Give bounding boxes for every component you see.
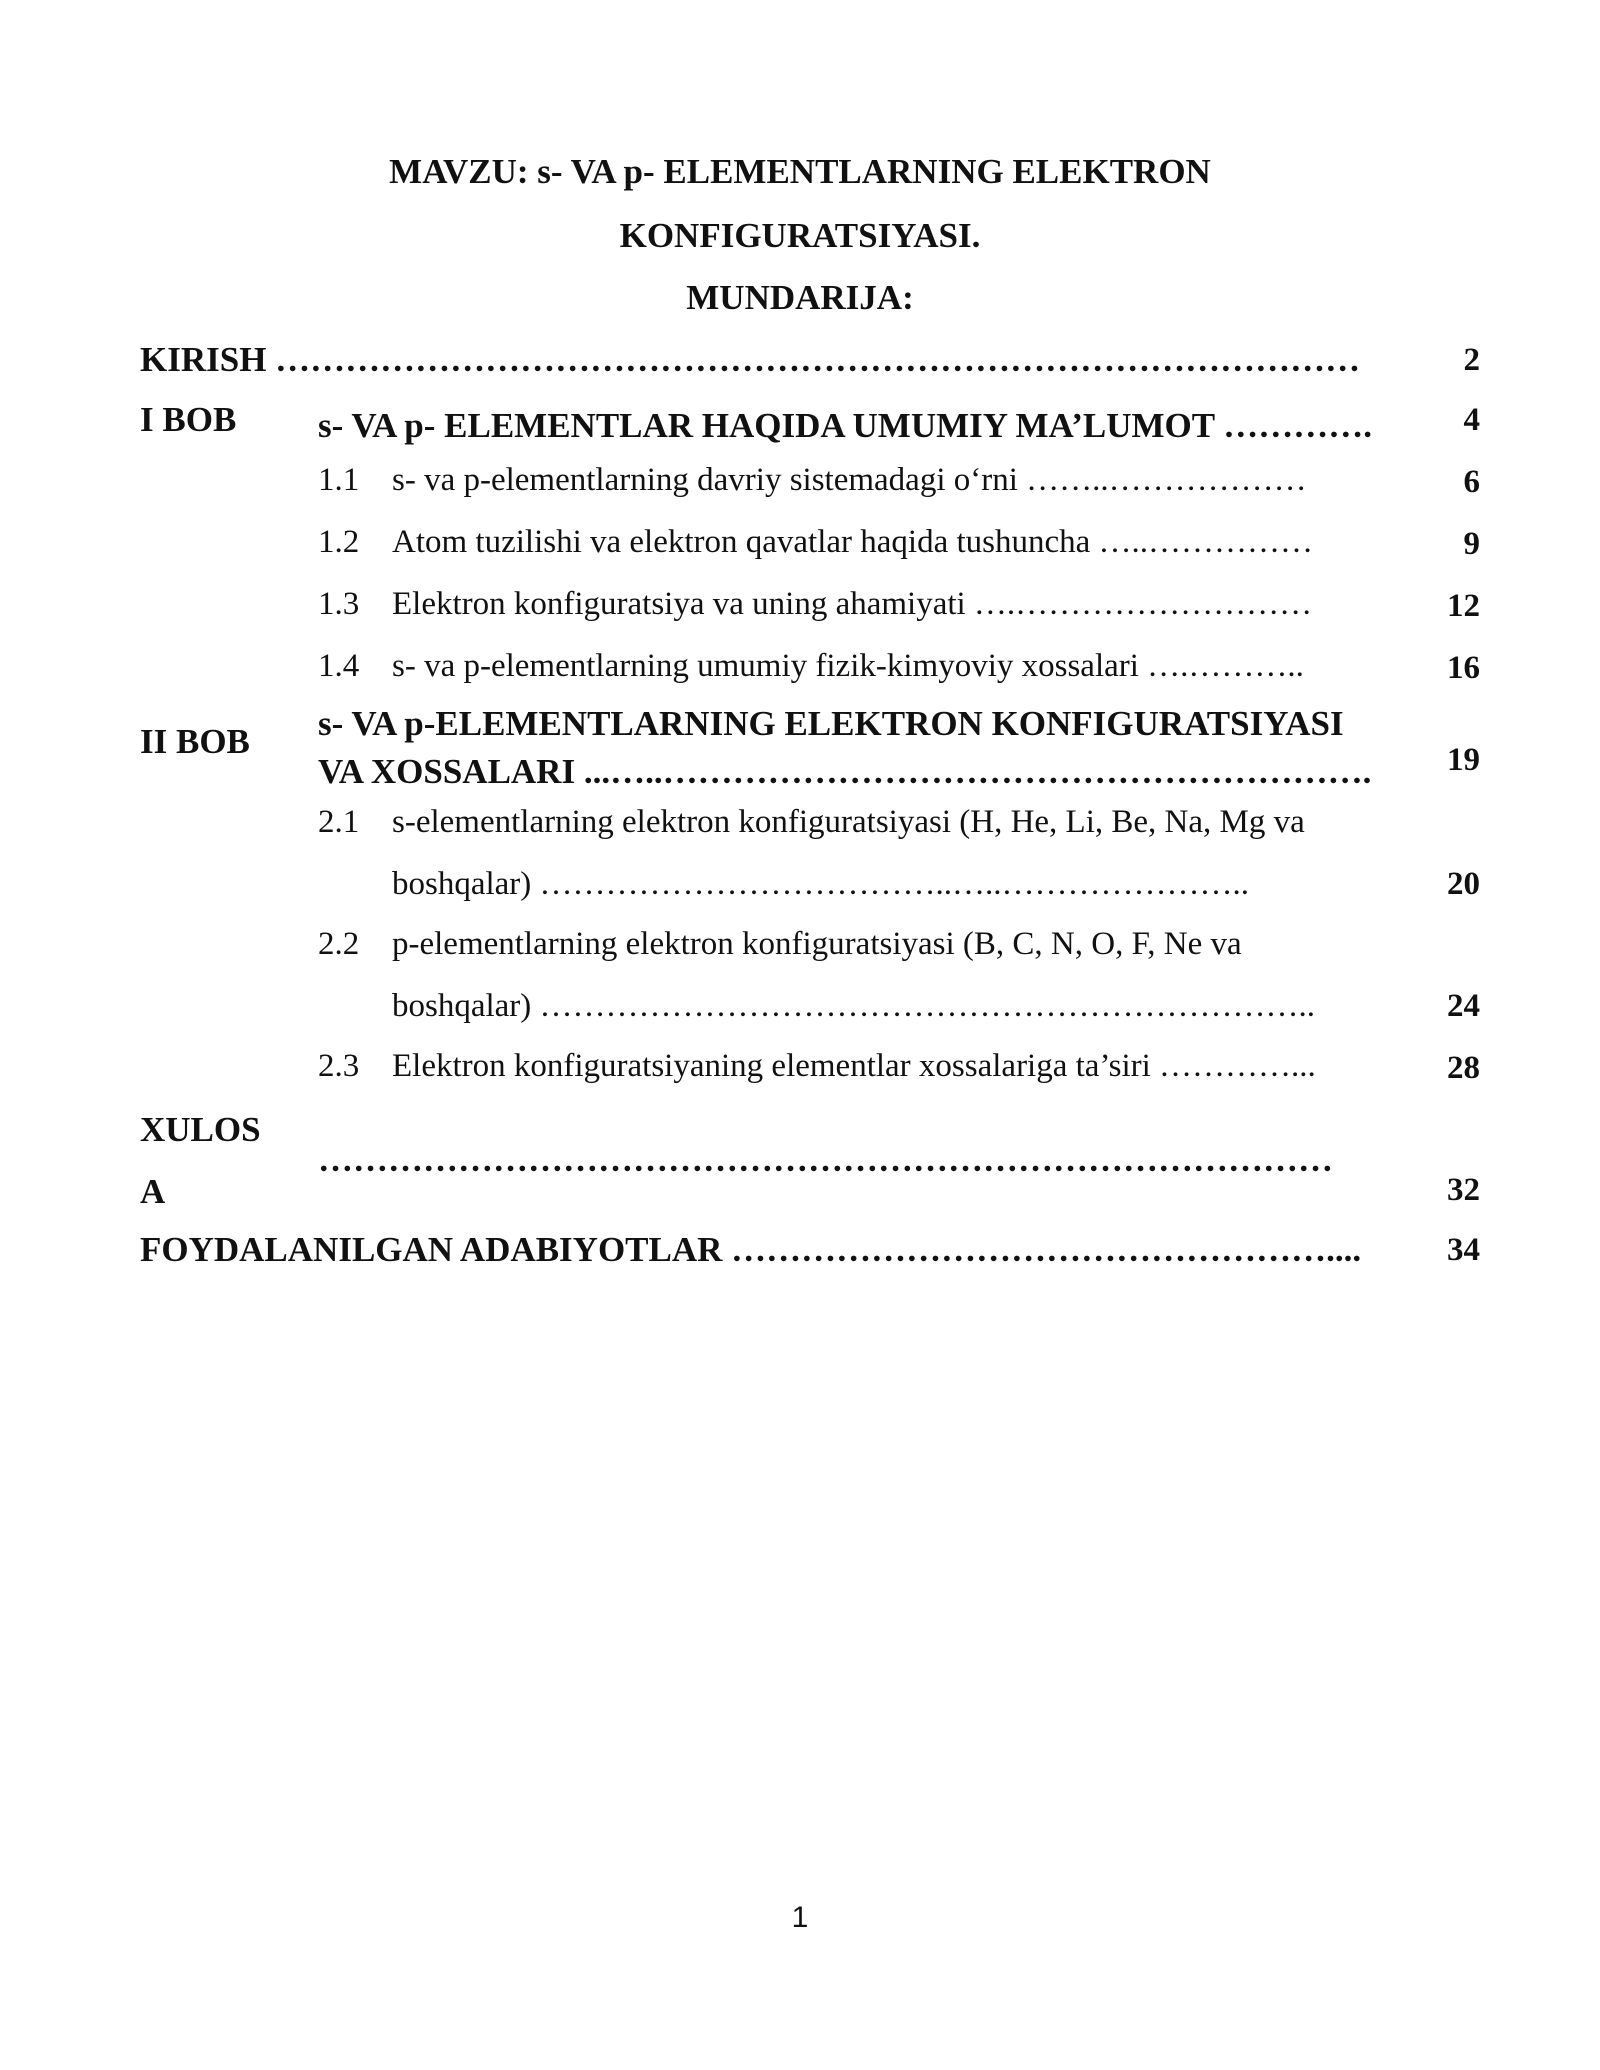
- toc-item-page: 20: [1447, 866, 1480, 902]
- toc-item-title: Atom tuzilishi va elektron qavatlar haqida tushuncha …..……………: [392, 524, 1314, 560]
- toc-chapter-2-label: II BOB: [140, 722, 250, 761]
- toc-xulosa-page: 32: [1447, 1172, 1480, 1208]
- toc-item-page: 12: [1447, 588, 1480, 624]
- toc-chapter-1-page: 4: [1463, 402, 1480, 438]
- toc-chapter-2-page: 19: [1447, 742, 1480, 778]
- toc-chapter-2-title-line-2: VA XOSSALARI ...…..…………………………………………………….: [318, 752, 1372, 791]
- toc-item-number: 1.1: [318, 462, 360, 498]
- toc-xulosa-leader-dots: ……………………………………………………………………………: [318, 1140, 1333, 1179]
- toc-chapter-1-label: I BOB: [140, 400, 237, 439]
- toc-item-page: 6: [1463, 464, 1480, 500]
- toc-item-page: 9: [1463, 526, 1480, 562]
- toc-item-number: 1.2: [318, 524, 360, 560]
- document-title-line-1: MAVZU: s- VA p- ELEMENTLARNING ELEKTRON: [389, 152, 1211, 191]
- toc-xulosa-label-line-2: A: [140, 1172, 166, 1211]
- toc-entry-kirish: KIRISH …………………………………………………………………………………: [140, 340, 1361, 379]
- toc-page-kirish: 2: [1463, 342, 1480, 378]
- toc-item-title-line-2: boshqalar) ……………………………………………………………..: [392, 988, 1316, 1024]
- toc-item-page: 28: [1447, 1050, 1480, 1086]
- toc-item-title: Elektron konfiguratsiya va uning ahamiyati ….………………………: [392, 586, 1313, 622]
- toc-item-title-line-2: boshqalar) ………………………………..…..…………………..: [392, 866, 1250, 902]
- contents-heading: MUNDARIJA:: [686, 278, 914, 317]
- toc-item-number: 2.1: [318, 804, 360, 840]
- toc-item-title: s- va p-elementlarning davriy sistemadagi o‘rni ……..………………: [392, 462, 1307, 498]
- toc-item-page: 24: [1447, 988, 1480, 1024]
- toc-item-title: Elektron konfiguratsiyaning elementlar xossalariga ta’siri …………...: [392, 1048, 1316, 1084]
- toc-item-number: 1.4: [318, 648, 360, 684]
- document-title-line-2: KONFIGURATSIYASI.: [619, 216, 981, 255]
- toc-page-adabiyotlar: 34: [1447, 1232, 1480, 1268]
- toc-item-page: 16: [1447, 650, 1480, 686]
- toc-item-title-line-1: s-elementlarning elektron konfiguratsiyasi (H, He, Li, Be, Na, Mg va: [392, 804, 1305, 840]
- page-number: 1: [791, 1901, 809, 1934]
- toc-xulosa-label-line-1: XULOS: [140, 1110, 261, 1149]
- toc-chapter-1-title: s- VA p- ELEMENTLAR HAQIDA UMUMIY MA’LUMOT ………….: [318, 406, 1372, 445]
- toc-chapter-2-title-line-1: s- VA p-ELEMENTLARNING ELEKTRON KONFIGURATSIYASI: [318, 704, 1344, 743]
- toc-item-number: 2.3: [318, 1048, 360, 1084]
- toc-item-title: s- va p-elementlarning umumiy fizik-kimyoviy xossalari ….………..: [392, 648, 1304, 684]
- toc-entry-adabiyotlar: FOYDALANILGAN ADABIYOTLAR ……………………………………………....: [140, 1230, 1362, 1269]
- toc-item-title-line-1: p-elementlarning elektron konfiguratsiyasi (B, C, N, O, F, Ne va: [392, 926, 1242, 962]
- toc-item-number: 1.3: [318, 586, 360, 622]
- toc-item-number: 2.2: [318, 926, 360, 962]
